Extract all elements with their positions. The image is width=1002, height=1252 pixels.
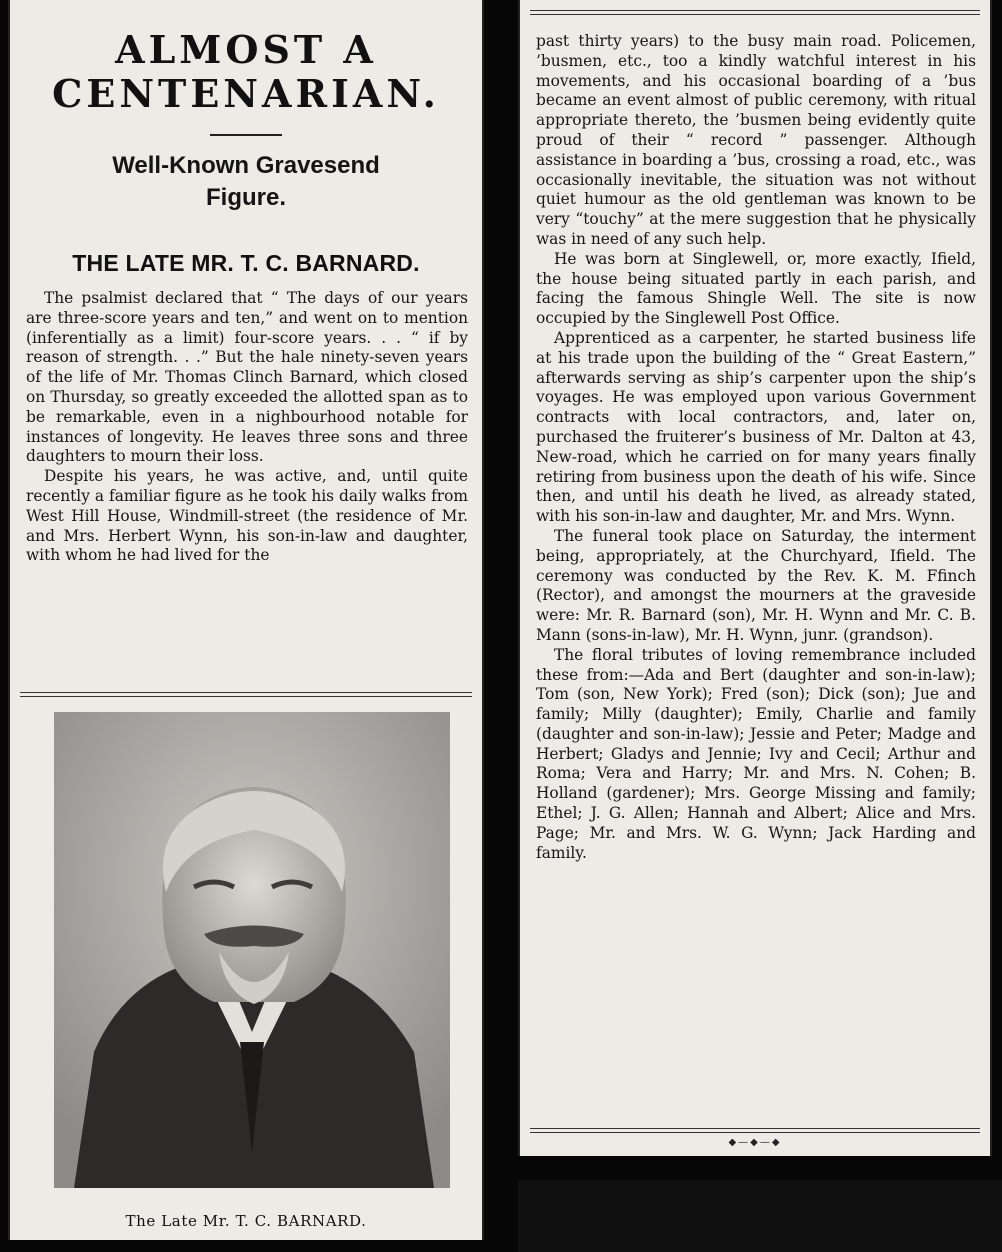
subheadline bbox=[10, 150, 482, 214]
top-divider bbox=[530, 10, 980, 15]
right-article-body bbox=[520, 0, 990, 863]
portrait-illustration bbox=[54, 712, 450, 1188]
short-divider bbox=[210, 134, 282, 136]
left-article-body bbox=[10, 289, 482, 566]
dark-background-block bbox=[518, 1180, 1002, 1252]
bottom-divider bbox=[530, 1128, 980, 1133]
byline-heading: THE LATE MR. T. C. BARNARD. bbox=[72, 250, 420, 276]
article-paragraph: Despite his years, he was active, and, until quite recently a familiar figure as he took his daily walks from West Hill House, Windmill-street (the residence of Mr. and Mrs. Herbert Wynn, his son-in-law and daughter, with whom he had lived for the bbox=[26, 467, 468, 565]
headline bbox=[10, 28, 482, 116]
article-paragraph: The floral tributes of loving remembrance included these from:—Ada and Bert (daughter and son-in-law); Tom (son, New York); Fred (son); Dick (son); Jue and family; Milly (daughter); Emily, Charlie and family (daughter and son-in-law); Jessie and Peter; Madge and Herbert; Gladys and Jennie; Ivy and Cecil; Arthur and Roma; Vera and Harry; Mr. and Mrs. N. Cohen; B. Holland (gardener); Mrs. George Missing and family; Ethel; J. G. Allen; Hannah and Albert; Alice and Mrs. Page; Mr. and Mrs. W. G. Wynn; Jack Harding and family. bbox=[536, 645, 976, 862]
end-ornament: ◆—◆—◆ bbox=[728, 1137, 782, 1148]
subheadline-line-1: Well-Known Gravesend bbox=[112, 152, 380, 179]
subheadline-line-2: Figure. bbox=[205, 184, 286, 211]
headline-line-2: CENTENARIAN. bbox=[52, 71, 440, 116]
article-paragraph: He was born at Singlewell, or, more exactly, Ifield, the house being situated partly in each parish, and facing the famous Shingle Well. The site is now occupied by the Singlewell Post Office. bbox=[536, 249, 976, 328]
headline-line-1: ALMOST A bbox=[115, 27, 377, 72]
article-paragraph: past thirty years) to the busy main road. Policemen, ’busmen, etc., too a kindly watchful interest in his movements, and his occasional boarding of a ’bus became an event almost of public ceremony, with ritual appropriate thereto, the ’busmen being evidently quite proud of their “ record ” passenger. Although assistance in boarding a ’bus, crossing a road, etc., was occasionally inevitable, the situation was not without quiet humour as the old gentleman was known to be very “touchy” at the mere suggestion that he physically was in need of any such help. bbox=[536, 32, 976, 248]
article-paragraph: The psalmist declared that “ The days of our years are three-score years and ten,” and went on to mention (inferentially as a limit) four-score years. . . “ if by reason of strength. . .” But the hale ninety-seven years of the life of Mr. Thomas Clinch Barnard, which closed on Thursday, so greatly exceeded the allotted span as to be remarkable, even in a nighbourhood notable for instances of longevity. He leaves three sons and three daughters to mourn their loss. bbox=[26, 289, 468, 466]
portrait-photo bbox=[54, 712, 450, 1188]
article-paragraph: Apprenticed as a carpenter, he started business life at his trade upon the building of the “ Great Eastern,” afterwards serving as ship’s carpenter upon the ship’s voyages. He was employed upon various Government contracts with local contractors, and, later on, purchased the fruiterer’s business of Mr. Dalton at 43, New-road, which he carried on for many years finally retiring from business upon the death of his wife. Since then, and until his death he lived, as already stated, with his son-in-law and daughter, Mr. and Mrs. Wynn. bbox=[536, 328, 976, 526]
article-paragraph: The funeral took place on Saturday, the interment being, appropriately, at the Churchyard, Ifield. The ceremony was conducted by the Rev. K. M. Ffinch (Rector), and amongst the mourners at the graveside were: Mr. R. Barnard (son), Mr. H. Wynn and Mr. C. B. Mann (sons-in-law), Mr. H. Wynn, junr. (grandson). bbox=[536, 526, 976, 644]
photo-divider bbox=[20, 692, 472, 697]
right-column-clipping bbox=[518, 0, 992, 1156]
photo-caption: The Late Mr. T. C. BARNARD. bbox=[125, 1212, 367, 1230]
left-column-clipping bbox=[8, 0, 484, 1240]
